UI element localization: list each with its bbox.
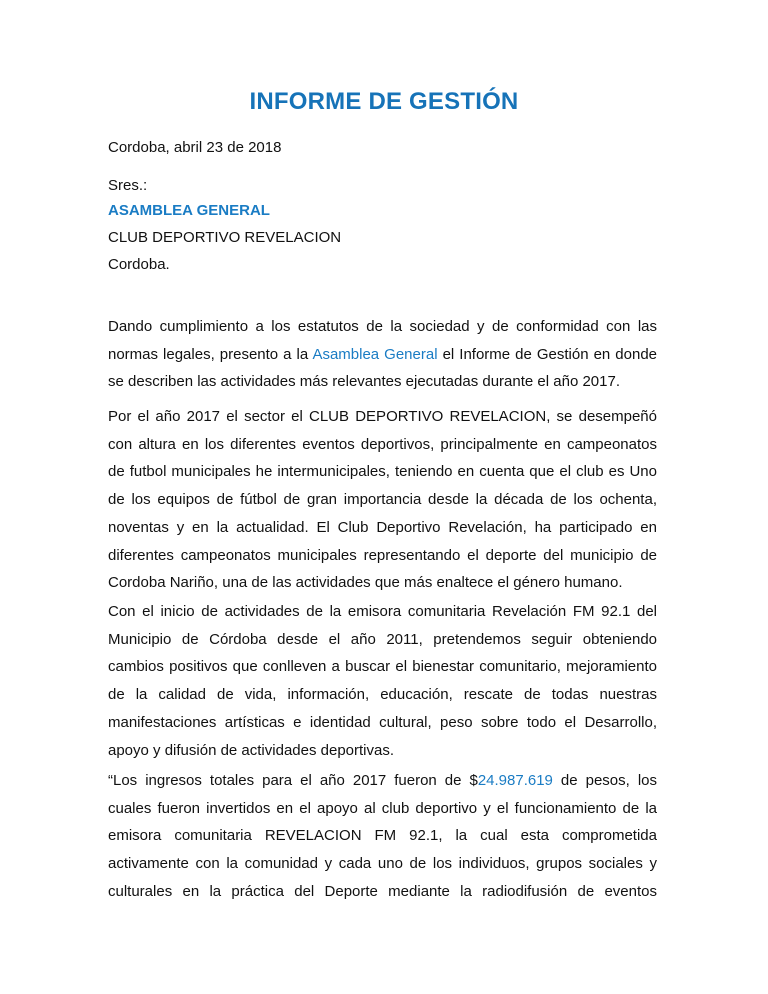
income-amount: 24.987.619	[477, 772, 553, 789]
paragraph-intro	[108, 313, 657, 396]
paragraph-radio-station-text: Con el inicio de actividades de la emisora comunitaria Revelación FM 92.1 del Municipio de Córdoba desde el año 2011, pretendemos seguir obteniendo cambios positivos que conlleven a buscar el bienestar comunitario, mejoramiento de la calidad de vida, información, educación, rescate de todas nuestras manifestaciones artísticas e identidad cultural, peso sobre todo el Desarrollo, apoyo y difusión de actividades deportivas.	[108, 603, 657, 759]
recipient-club: CLUB DEPORTIVO REVELACION	[108, 229, 342, 246]
recipient-city: Cordoba.	[108, 256, 170, 273]
paragraph-club-performance-text: Por el año 2017 el sector el CLUB DEPORTIVO REVELACION, se desempeñó con altura en los diferentes eventos deportivos, principalmente en campeonatos de futbol municipales he intermunicipales, teniendo en cuenta que el club es Uno de los equipos de fútbol de gran importancia desde la década de los ochenta, noventas y en la actualidad. El Club Deportivo Revelación, ha participado en diferentes campeonatos municipales representando el deporte del municipio de Cordoba Nariño, una de las actividades que más enaltece el género humano.	[108, 408, 657, 592]
paragraph-intro-text-after: el Informe de Gestión en donde se describen las actividades más relevantes ejecutadas durante el año 2017.	[108, 345, 658, 391]
paragraph-income	[108, 767, 657, 904]
assembly-link[interactable]: Asamblea General	[312, 345, 438, 363]
paragraph-radio-station	[108, 598, 657, 764]
recipient-assembly: ASAMBLEA GENERAL	[108, 202, 270, 219]
document-title: INFORME DE GESTIÓN	[249, 88, 519, 115]
paragraph-intro-text-before: Dando cumplimiento a los estatutos de la sociedad y de conformidad con las normas legales, presento a la	[108, 318, 657, 363]
paragraph-income-text-after: de pesos, los cuales fueron invertidos en el apoyo al club deportivo y el funcionamiento de la emisora comunitaria REVELACION FM 92.1, la cual esta comprometida activamente con la comunidad y cada uno de los individuos, grupos sociales y culturales en la práctica del Deporte mediante la radiodifusión de eventos	[108, 772, 657, 900]
paragraph-club-performance	[108, 403, 657, 597]
salutation: Sres.:	[108, 177, 148, 194]
paragraph-income-text-before: “Los ingresos totales para el año 2017 fueron de $	[108, 772, 478, 789]
date-line: Cordoba, abril 23 de 2018	[108, 139, 282, 156]
